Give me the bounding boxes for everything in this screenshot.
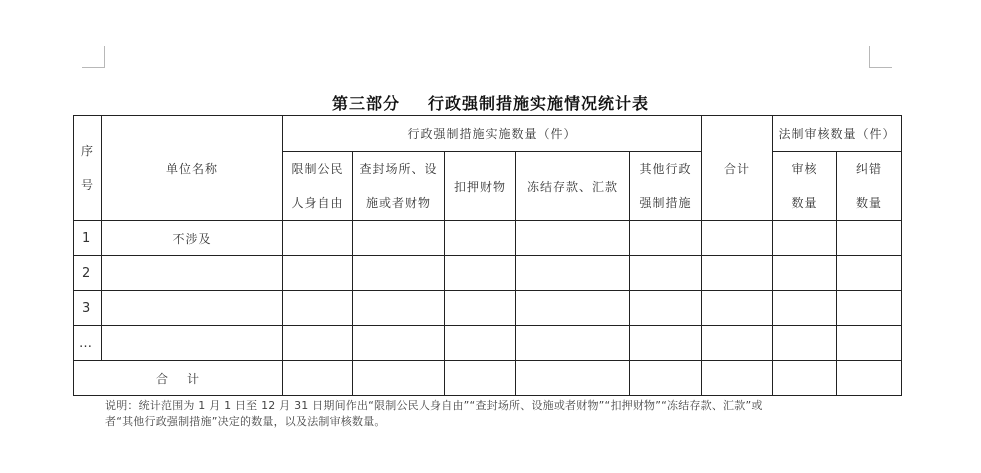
document-title — [0, 91, 981, 114]
header-error-line1: 纠错 — [856, 162, 883, 176]
title-name: 行政强制措施实施情况统计表 — [428, 94, 650, 113]
header-seal-line1: 查封场所、设 — [359, 162, 438, 176]
header-freeze-deposit: 冻结存款、汇款 — [516, 152, 630, 221]
total-label-char2: 计 — [187, 371, 201, 386]
row-number: 2 — [74, 256, 102, 291]
title-part: 第三部分 — [331, 94, 400, 113]
header-restrict-line1: 限制公民 — [291, 162, 344, 176]
table-row — [74, 291, 902, 326]
header-other-line1: 其他行政 — [639, 162, 692, 176]
total-label — [74, 361, 283, 396]
note-line-2: 者“其他行政强制措施”决定的数量，以及法制审核数量。 — [105, 415, 386, 428]
header-audit-count — [773, 152, 837, 221]
table-note — [105, 398, 875, 430]
header-other-measures — [630, 152, 702, 221]
header-review-group: 法制审核数量（件） — [773, 116, 902, 152]
table-row — [74, 256, 902, 291]
row-unit-name — [102, 256, 283, 291]
row-unit-name: 不涉及 — [102, 221, 283, 256]
header-seize-property: 扣押财物 — [445, 152, 516, 221]
page-corner-mark-top-left — [82, 46, 105, 68]
row-unit-name — [102, 326, 283, 361]
row-number: 3 — [74, 291, 102, 326]
header-seq-line1: 序 — [80, 144, 94, 158]
page-corner-mark-top-right — [869, 46, 892, 68]
table-row — [74, 326, 902, 361]
header-audit-line1: 审核 — [791, 162, 818, 176]
header-sum: 合计 — [702, 116, 773, 221]
table-row — [74, 221, 902, 256]
total-label-char1: 合 — [155, 371, 169, 386]
header-seq — [74, 116, 102, 221]
header-seal-property — [353, 152, 445, 221]
header-error-count — [837, 152, 902, 221]
header-error-line2: 数量 — [856, 196, 883, 210]
header-measures-group: 行政强制措施实施数量（件） — [283, 116, 702, 152]
header-other-line2: 强制措施 — [639, 196, 692, 210]
header-restrict-line2: 人身自由 — [291, 196, 344, 210]
statistics-table — [73, 115, 902, 396]
header-unit-name: 单位名称 — [102, 116, 283, 221]
header-seq-line2: 号 — [80, 178, 94, 192]
header-audit-line2: 数量 — [791, 196, 818, 210]
note-line-1: 说明：统计范围为 1 月 1 日至 12 月 31 日期间作出“限制公民人身自由”“查封场所、设施或者财物”“扣押财物”“冻结存款、汇款”或 — [105, 399, 763, 412]
row-number: 1 — [74, 221, 102, 256]
row-number: … — [74, 326, 102, 361]
total-row — [74, 361, 902, 396]
header-seal-line2: 施或者财物 — [365, 196, 431, 210]
header-restrict-freedom — [283, 152, 353, 221]
row-unit-name — [102, 291, 283, 326]
header-row-1 — [74, 116, 902, 152]
